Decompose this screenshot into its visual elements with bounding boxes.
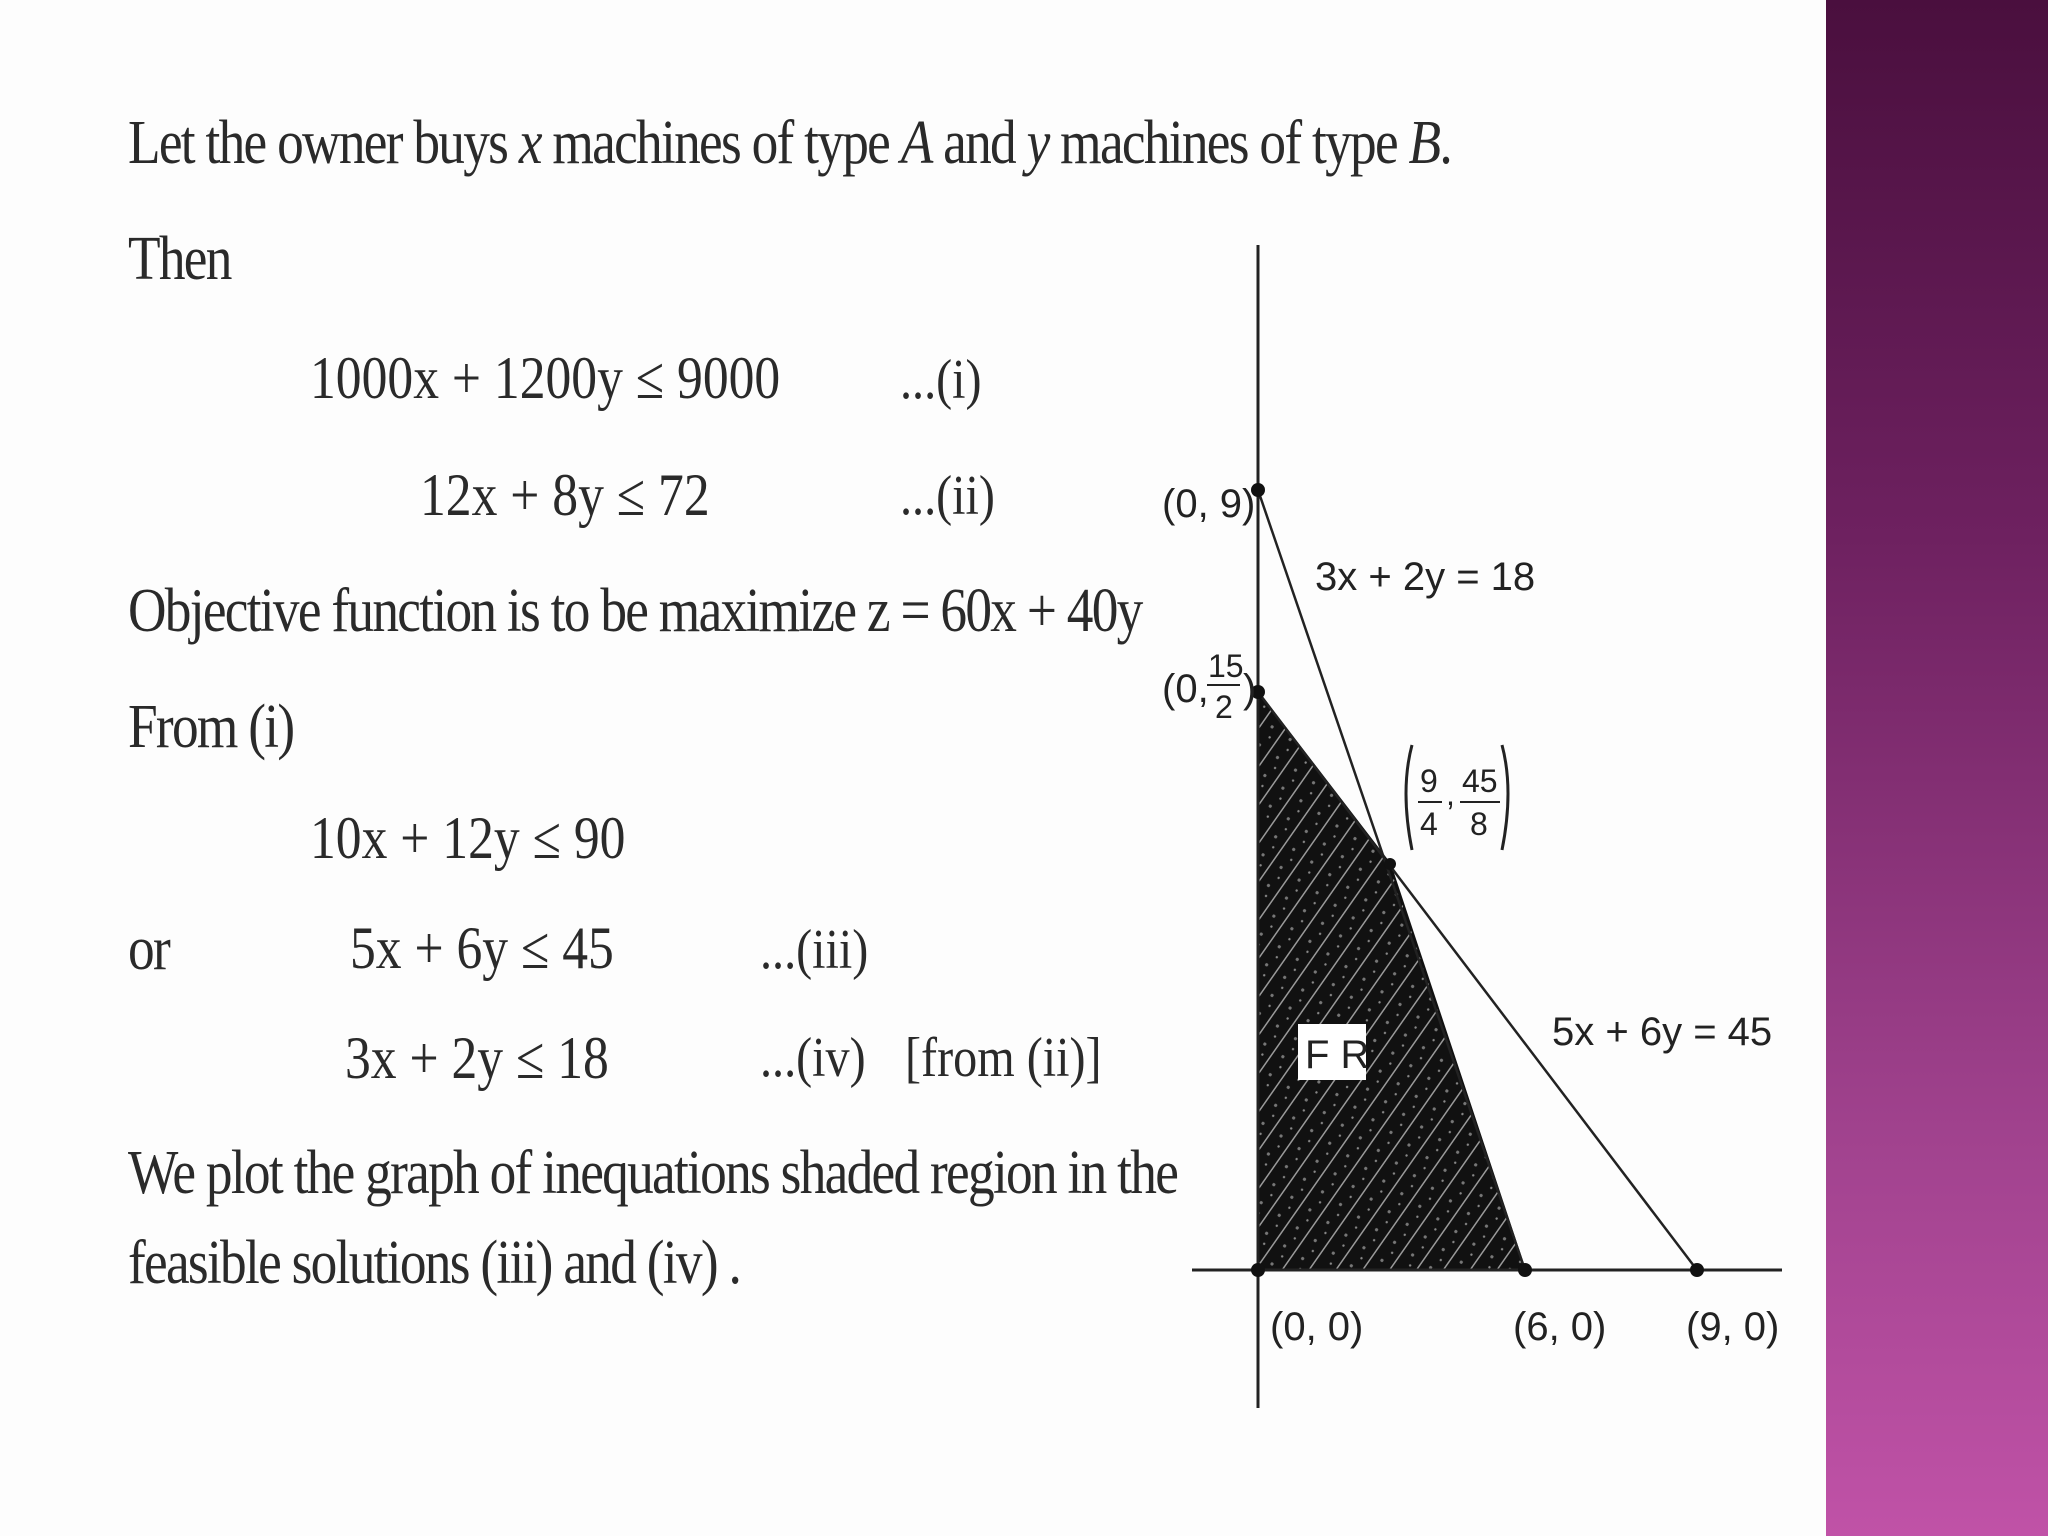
label-0-15-2-prefix: (0, bbox=[1162, 667, 1209, 711]
comma: , bbox=[1446, 776, 1455, 812]
label-0-15-2-num: 15 bbox=[1208, 648, 1244, 684]
vertex-6-0 bbox=[1518, 1263, 1532, 1277]
label-int-y-den: 8 bbox=[1470, 806, 1488, 842]
equation-ii-tag: ...(ii) bbox=[900, 465, 995, 527]
equation-iii-tag: ...(iii) bbox=[760, 919, 869, 981]
vertex-9-0 bbox=[1690, 1263, 1704, 1277]
label-0-15-2-suffix: ) bbox=[1243, 667, 1257, 711]
plot-text-line-1: We plot the graph of inequations shaded region in the bbox=[128, 1139, 1178, 1207]
intro-line: Let the owner buys x machines of type A and y machines of type B. bbox=[128, 109, 1451, 177]
paren-right bbox=[1502, 745, 1508, 850]
label-0-15-2-den: 2 bbox=[1215, 689, 1233, 725]
label-line-5x-6y-45: 5x + 6y = 45 bbox=[1552, 1010, 1773, 1054]
or-label: or bbox=[128, 915, 169, 983]
plot-text-line-2: feasible solutions (iii) and (iv) . bbox=[128, 1229, 741, 1297]
label-int-x-num: 9 bbox=[1420, 763, 1438, 799]
label-9-0: (9, 0) bbox=[1686, 1305, 1780, 1349]
from-i-label: From (i) bbox=[128, 693, 294, 761]
paren-left bbox=[1406, 745, 1412, 850]
label-0-0: (0, 0) bbox=[1270, 1305, 1364, 1349]
decorative-side-band bbox=[1826, 0, 2048, 1536]
equation-iv-note: [from (ii)] bbox=[905, 1027, 1102, 1089]
label-6-0: (6, 0) bbox=[1513, 1305, 1607, 1349]
label-int-y-num: 45 bbox=[1462, 763, 1498, 799]
feasible-region-graph bbox=[1150, 230, 1810, 1430]
label-0-9: (0, 9) bbox=[1162, 482, 1256, 526]
equation-ii: 12x + 8y ≤ 72 bbox=[420, 462, 710, 528]
equation-i: 1000x + 1200y ≤ 9000 bbox=[310, 345, 781, 411]
equation-scaled: 10x + 12y ≤ 90 bbox=[310, 805, 626, 871]
label-int-x-den: 4 bbox=[1420, 806, 1438, 842]
then-label: Then bbox=[128, 225, 231, 293]
equation-iii: 5x + 6y ≤ 45 bbox=[350, 915, 614, 981]
label-line-3x-2y-18: 3x + 2y = 18 bbox=[1315, 555, 1536, 599]
vertex-intersection bbox=[1384, 858, 1396, 870]
vertex-0-0 bbox=[1251, 1263, 1265, 1277]
region-label: F R bbox=[1305, 1033, 1370, 1077]
equation-i-tag: ...(i) bbox=[900, 349, 982, 411]
equation-iv: 3x + 2y ≤ 18 bbox=[345, 1025, 609, 1091]
objective-line: Objective function is to be maximize z = 60x + 40y bbox=[128, 577, 1142, 645]
equation-iv-tag: ...(iv) bbox=[760, 1027, 866, 1089]
